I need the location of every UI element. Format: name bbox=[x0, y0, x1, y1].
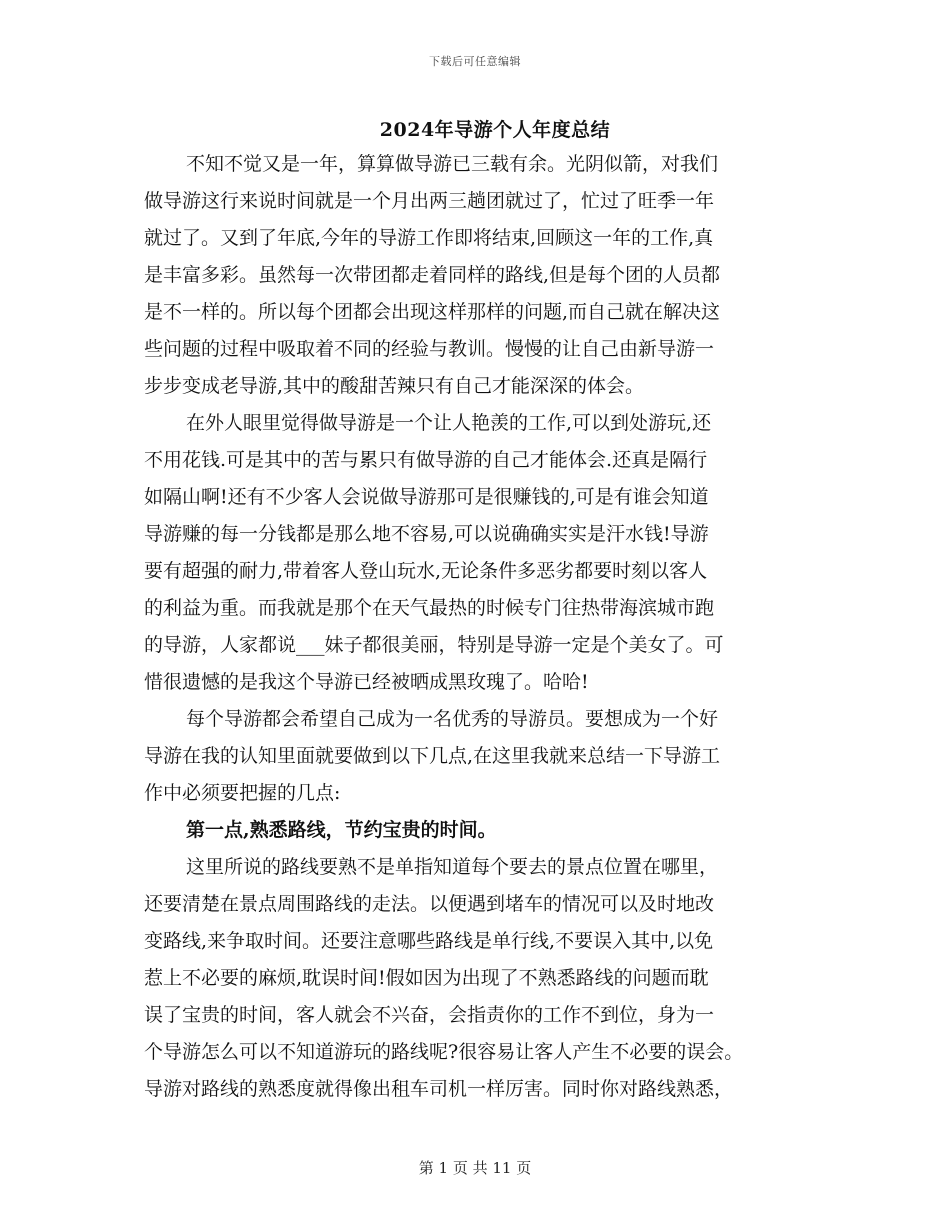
paragraph-line: 变路线,来争取时间。还要注意哪些路线是单行线,不要误入其中,以免 bbox=[144, 930, 714, 952]
paragraph-line: 这里所说的路线要熟不是单指知道每个要去的景点位置在哪里， bbox=[186, 856, 719, 878]
paragraph-line: 误了宝贵的时间，客人就会不兴奋，会指责你的工作不到位，身为一 bbox=[144, 1004, 715, 1026]
paragraph-line: 些问题的过程中吸取着不同的经验与教训。慢慢的让自己由新导游一 bbox=[144, 338, 715, 360]
paragraph-line: 不用花钱.可是其中的苦与累只有做导游的自己才能体会.还真是隔行 bbox=[144, 449, 708, 471]
header-note: 下载后可任意编辑 bbox=[429, 55, 521, 68]
paragraph-line: 惜很遗憾的是我这个导游已经被晒成黑玫瑰了。哈哈! bbox=[144, 671, 589, 693]
section-heading: 第一点,熟悉路线，节约宝贵的时间。 bbox=[186, 819, 497, 841]
paragraph-line: 每个导游都会希望自己成为一名优秀的导游员。要想成为一个好 bbox=[186, 708, 719, 730]
paragraph-line: 导游在我的认知里面就要做到以下几点,在这里我就来总结一下导游工 bbox=[144, 745, 721, 767]
paragraph-line: 在外人眼里觉得做导游是一个让人艳羡的工作,可以到处游玩,还 bbox=[186, 412, 712, 434]
paragraph-line: 步步变成老导游,其中的酸甜苦辣只有自己才能深深的体会。 bbox=[144, 375, 645, 397]
paragraph-line: 不知不觉又是一年，算算做导游已三载有余。光阴似箭，对我们 bbox=[186, 153, 719, 175]
paragraph-line: 还要清楚在景点周围路线的走法。以便遇到堵车的情况可以及时地改 bbox=[144, 893, 715, 915]
paragraph-line: 导游赚的每一分钱都是那么地不容易,可以说确确实实是汗水钱!导游 bbox=[144, 523, 709, 545]
paragraph-line: 要有超强的耐力,带着客人登山玩水,无论条件多恶劣都要时刻以客人 bbox=[144, 560, 708, 582]
paragraph-line: 的导游，人家都说___妹子都很美丽，特别是导游一定是个美女了。可 bbox=[144, 634, 724, 656]
paragraph-line: 是丰富多彩。虽然每一次带团都走着同样的路线,但是每个团的人员都 bbox=[144, 264, 721, 286]
paragraph-line: 是不一样的。所以每个团都会出现这样那样的问题,而自己就在解决这 bbox=[144, 301, 721, 323]
document-title: 2024年导游个人年度总结 bbox=[379, 119, 611, 141]
page-number-footer: 第 1 页 共 11 页 bbox=[418, 1159, 532, 1177]
paragraph-line: 惹上不必要的麻烦,耽误时间!假如因为出现了不熟悉路线的问题而耽 bbox=[144, 967, 709, 989]
paragraph-line: 就过了。又到了年底,今年的导游工作即将结束,回顾这一年的工作,真 bbox=[144, 227, 714, 249]
paragraph-line: 导游对路线的熟悉度就得像出租车司机一样厉害。同时你对路线熟悉， bbox=[144, 1078, 734, 1100]
paragraph-line: 的利益为重。而我就是那个在天气最热的时候专门往热带海滨城市跑 bbox=[144, 597, 715, 619]
paragraph-line: 作中必须要把握的几点: bbox=[144, 782, 341, 804]
paragraph-line: 个导游怎么可以不知道游玩的路线呢?很容易让客人产生不必要的误会。 bbox=[144, 1041, 744, 1063]
document-body bbox=[144, 146, 809, 1108]
paragraph-line: 如隔山啊!还有不少客人会说做导游那可是很赚钱的,可是有谁会知道 bbox=[144, 486, 709, 508]
paragraph-line: 做导游这行来说时间就是一个月出两三趟团就过了，忙过了旺季一年 bbox=[144, 190, 715, 212]
